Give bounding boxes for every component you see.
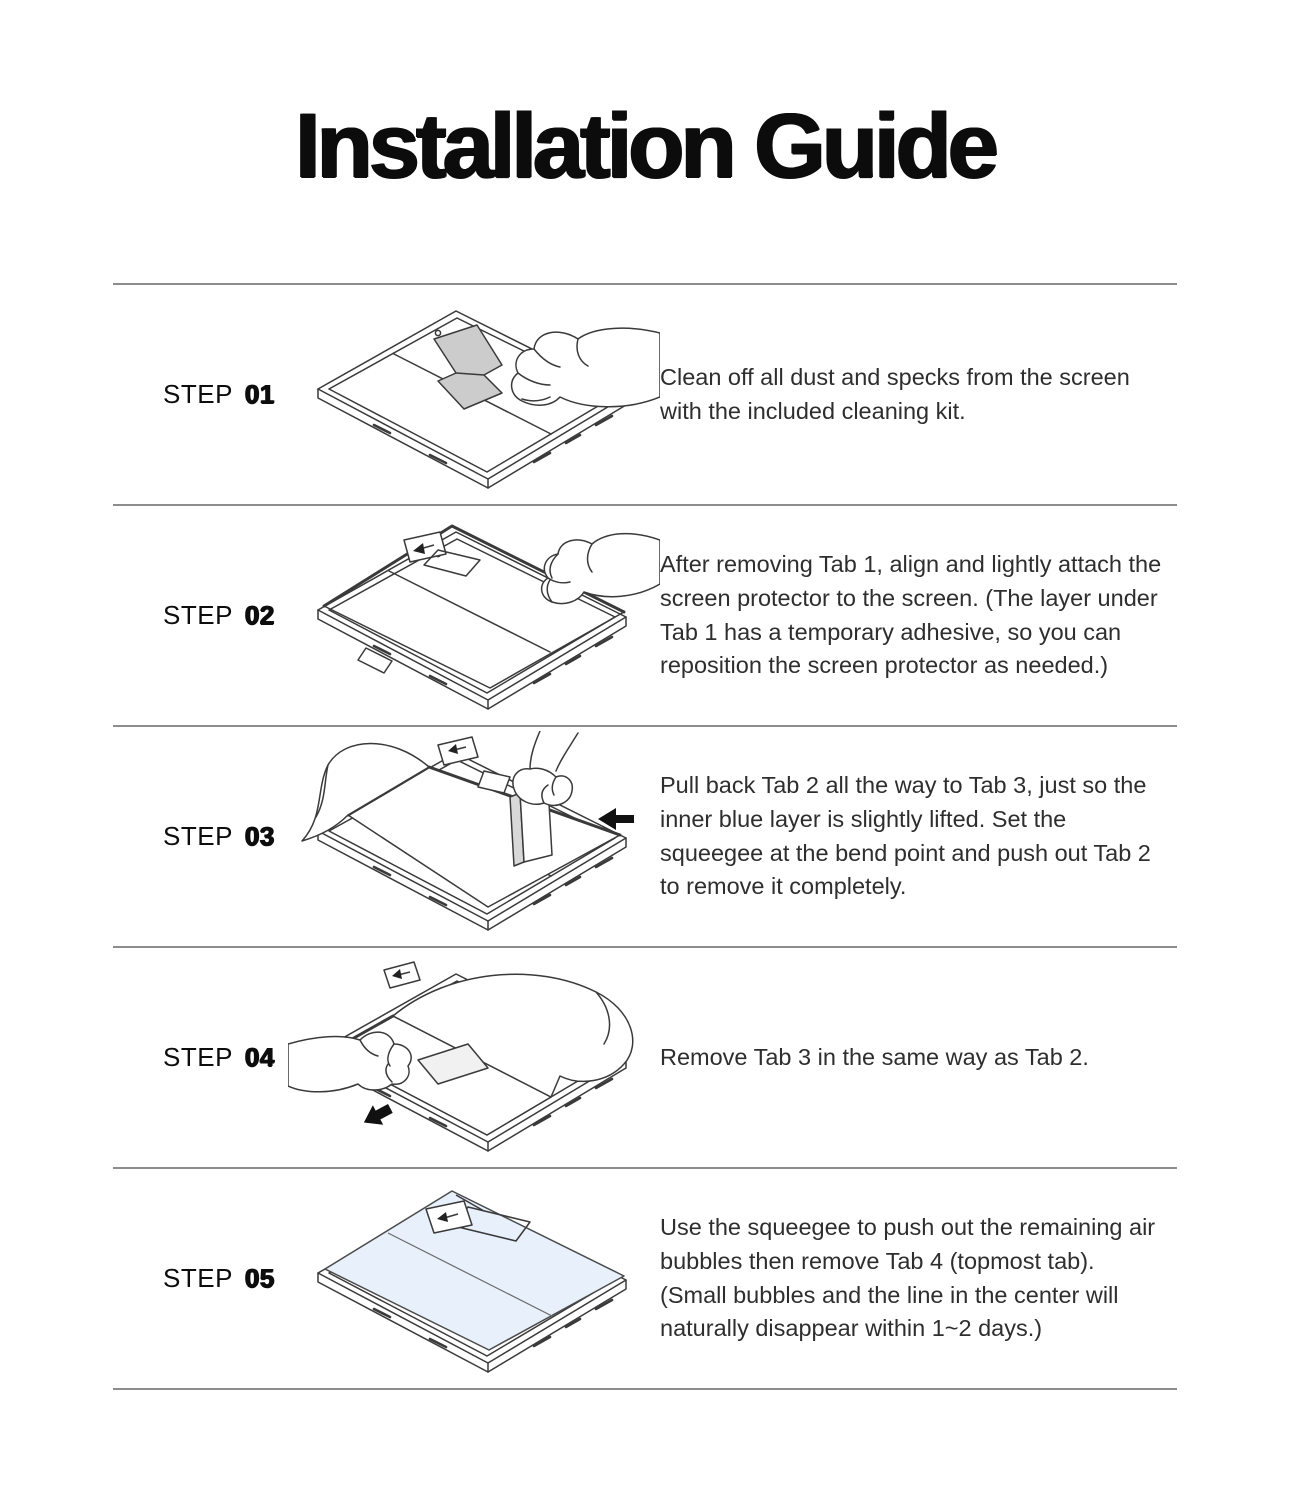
installation-steps-list [113,283,1177,1390]
step-description-01: Clean off all dust and specks from the screen with the included cleaning kit. [660,363,1130,424]
step-label-02 [113,600,288,631]
step-row-01 [113,283,1177,504]
step-word: STEP [163,821,233,851]
step-number: 01 [244,379,275,409]
step-illustration-03 [288,731,660,943]
page-title: Installation Guide [295,95,995,197]
step-number: 03 [244,821,275,851]
step-number: 05 [244,1263,275,1293]
blue-film-illustration [288,1173,660,1385]
step-word: STEP [163,1263,233,1293]
step-description-02: After removing Tab 1, align and lightly attach the screen protector to the screen. (The layer under Tab 1 has a temporary adhesive, so you can reposition the screen protector as needed.) [660,551,1162,679]
step-illustration-04 [288,952,660,1164]
step-number: 02 [244,600,275,630]
hand [542,533,660,603]
hand [512,328,660,407]
step-label-03 [113,821,288,852]
hand [288,1032,411,1092]
attach-protector-illustration [288,510,660,722]
title-block [0,0,1290,283]
step-row-02 [113,504,1177,725]
step-description-05: Use the squeegee to push out the remaining air bubbles then remove Tab 4 (topmost tab). (Small bubbles and the line in the center will naturally disappear within 1~2 days.) [660,1214,1156,1342]
remove-tab3-illustration [288,952,660,1164]
hand [513,731,578,805]
step-description-04: Remove Tab 3 in the same way as Tab 2. [660,1043,1089,1070]
step-label-05 [113,1263,288,1294]
arrow-up-left-icon [359,1098,396,1132]
step-label-01 [113,379,288,410]
step-description-03: Pull back Tab 2 all the way to Tab 3, just so the inner blue layer is slightly lifted. Set the squeegee at the bend point and push out Tab 2 to remove it completely. [660,772,1151,900]
blue-protector-film [325,1191,624,1350]
cleaning-tablet-illustration [288,289,660,501]
step-word: STEP [163,1042,233,1072]
step-illustration-01 [288,289,660,501]
step-illustration-05 [288,1173,660,1385]
step-label-04 [113,1042,288,1073]
step-number: 04 [244,1042,275,1072]
pull-back-tab2-illustration [288,731,660,943]
step-row-04 [113,946,1177,1167]
step-row-05 [113,1167,1177,1390]
step-row-03 [113,725,1177,946]
film-tab [384,962,420,988]
step-illustration-02 [288,510,660,722]
step-word: STEP [163,600,233,630]
step-word: STEP [163,379,233,409]
